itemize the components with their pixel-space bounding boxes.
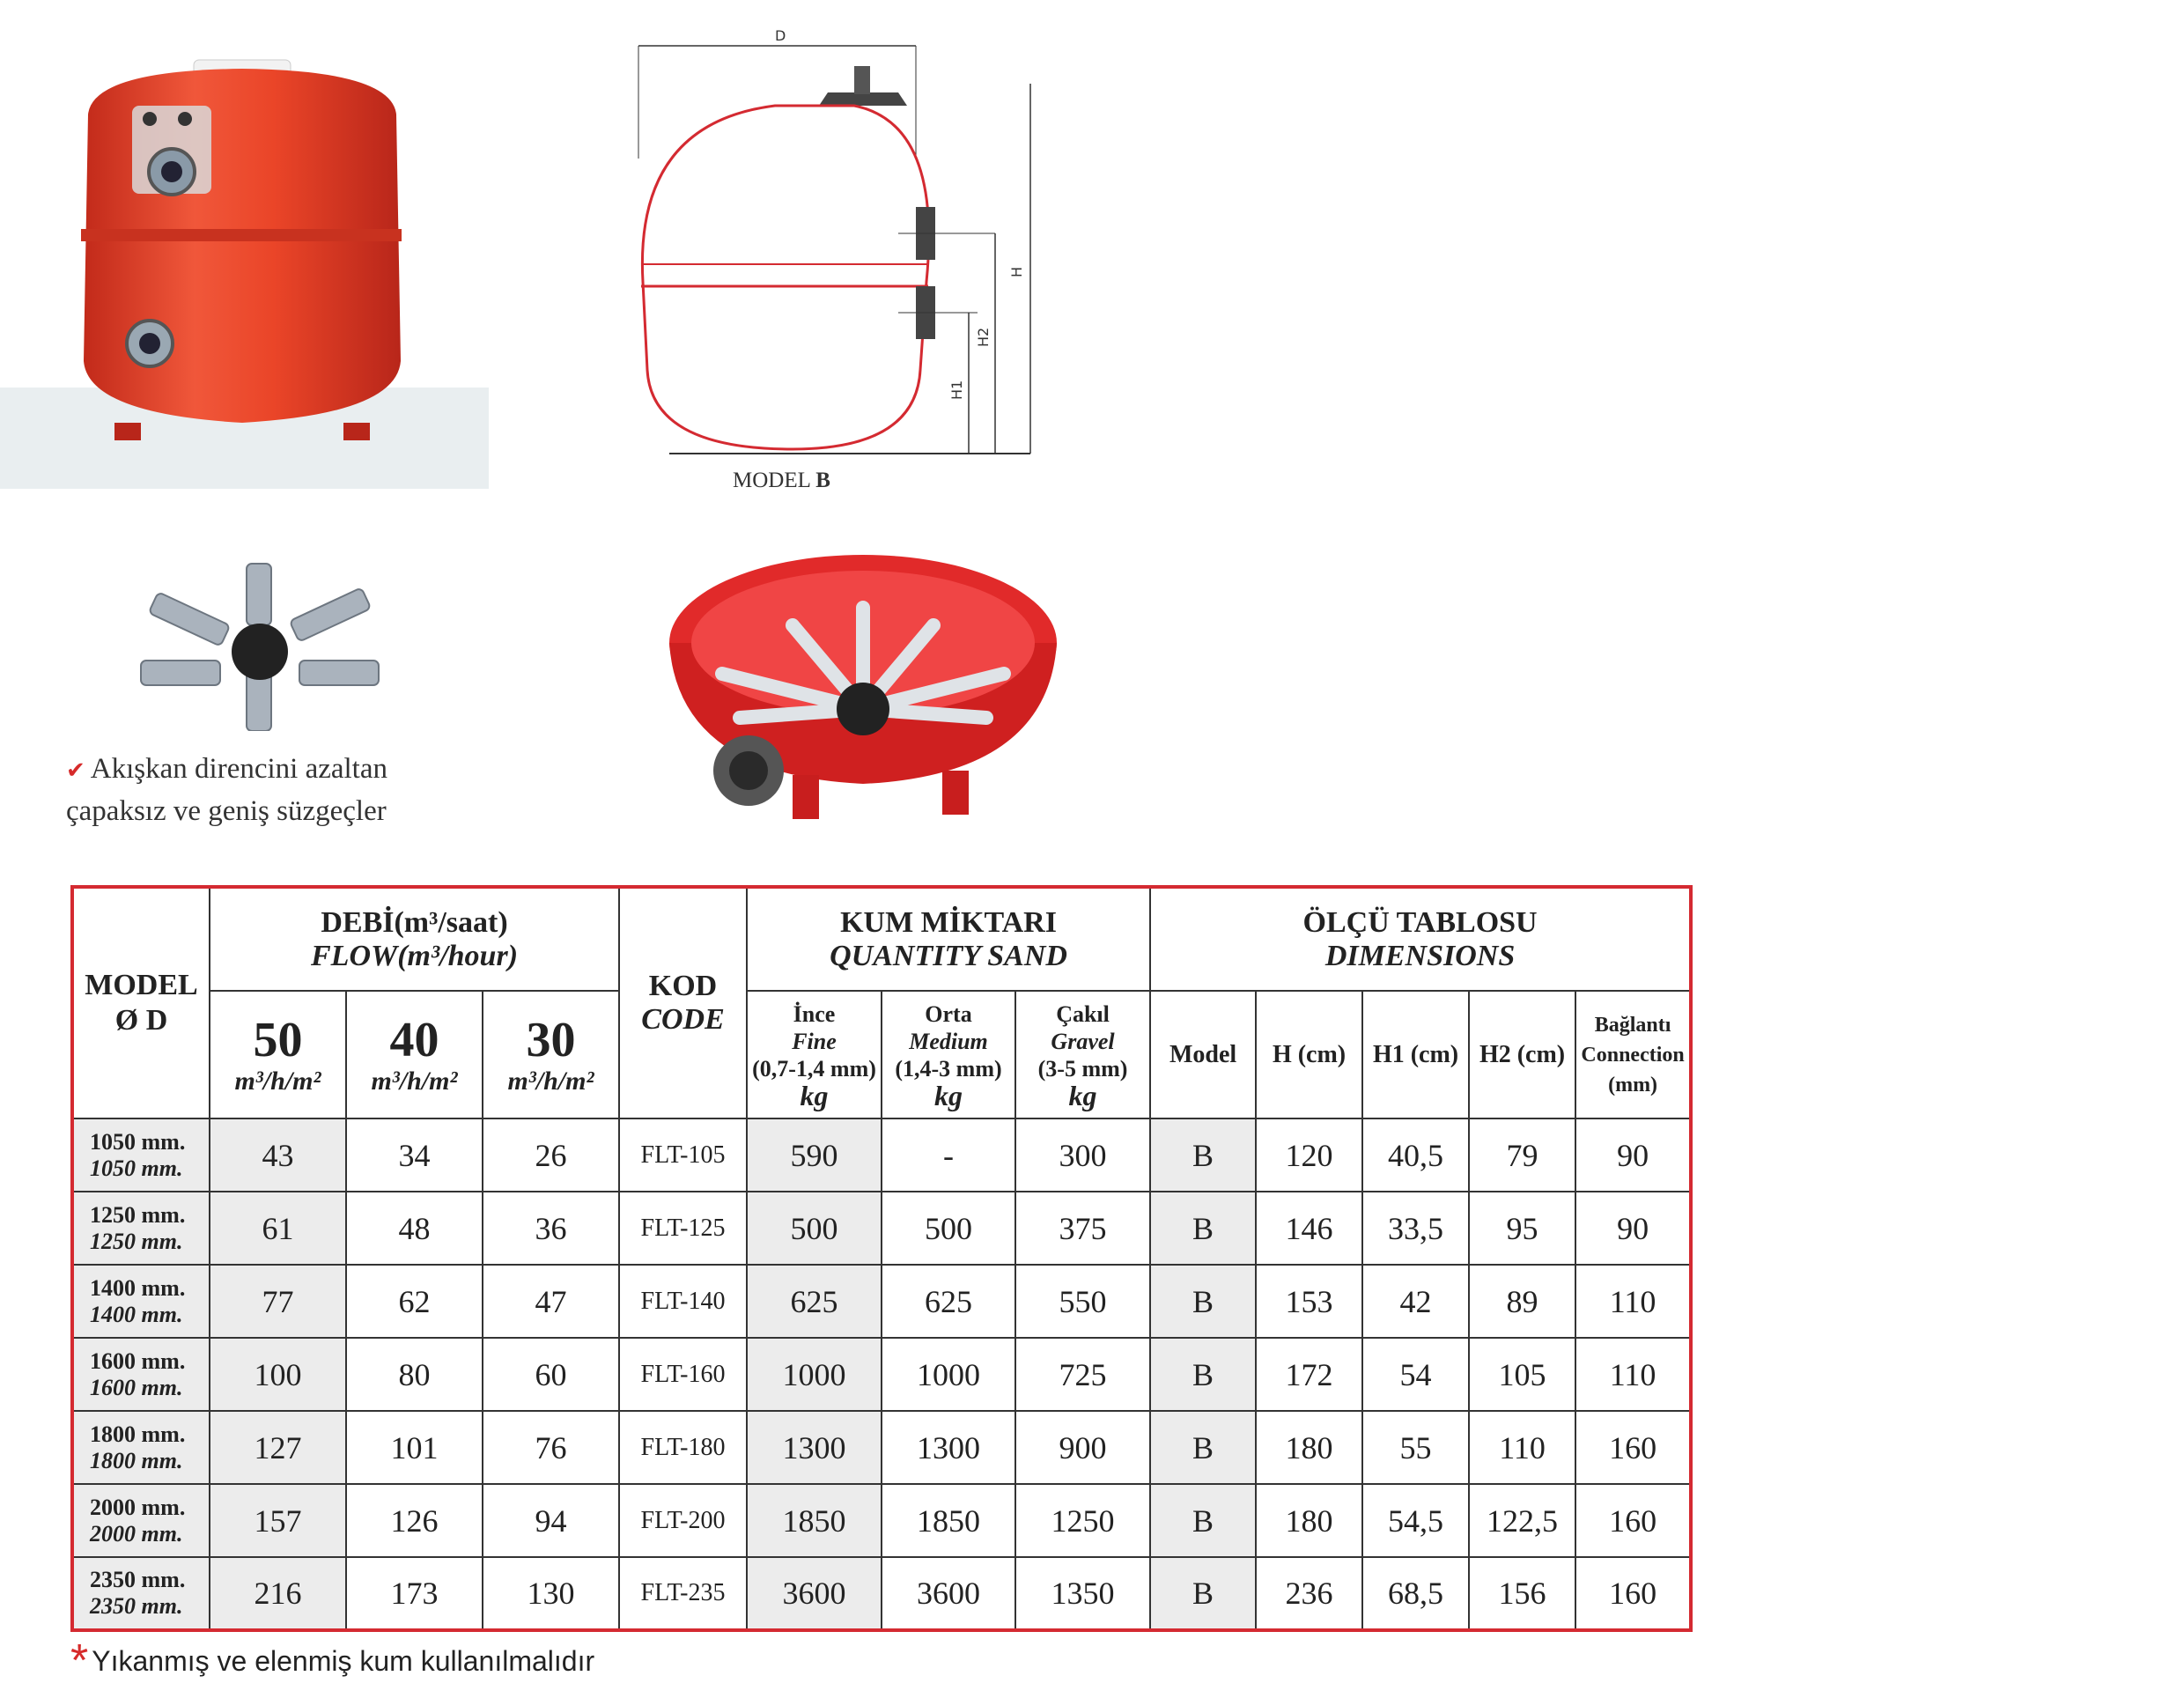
cell-f40: 48 [346,1192,483,1265]
cell-fine: 1000 [747,1338,882,1411]
cell-h2: 89 [1469,1265,1575,1338]
cell-h2: 79 [1469,1118,1575,1192]
cell-gravel: 375 [1015,1192,1150,1265]
row-model-label: 1250 mm. [90,1201,186,1228]
flow-col-value: 30 [526,1012,576,1067]
cell-code: FLT-125 [619,1192,747,1265]
cell-f50: 157 [210,1484,346,1557]
dim-col-h2: H2 (cm) [1469,991,1575,1118]
cell-h: 146 [1256,1192,1362,1265]
cell-conn: 90 [1575,1192,1691,1265]
cell-fine: 3600 [747,1557,882,1630]
cell-f40: 80 [346,1338,483,1411]
connection-header-en: Connection [1581,1043,1685,1067]
row-model-label: 1400 mm. [90,1274,186,1301]
cell-f30: 60 [483,1338,619,1411]
feature-line-1-text: Akışkan direncini azaltan [90,753,387,785]
cell-fine: 500 [747,1192,882,1265]
cell-h2: 156 [1469,1557,1575,1630]
cell-gravel: 550 [1015,1265,1150,1338]
cell-h: 180 [1256,1411,1362,1484]
row-model-diameter [72,1338,210,1411]
cell-f50: 127 [210,1411,346,1484]
flow-col-30 [483,991,619,1118]
row-model-label-italic: 1250 mm. [90,1228,183,1254]
cell-code: FLT-140 [619,1265,747,1338]
cell-medium: 500 [882,1192,1015,1265]
cell-code: FLT-200 [619,1484,747,1557]
sand-col-gravel [1015,991,1150,1118]
flow-col-unit: m³/h/m² [507,1066,594,1096]
footnote-text: Yıkanmış ve elenmiş kum kullanılmalıdır [92,1645,595,1677]
cell-h1: 68,5 [1362,1557,1469,1630]
dim-col-connection [1575,991,1691,1118]
cell-mtype: B [1150,1192,1256,1265]
sand-col-unit: kg [934,1079,963,1111]
flow-col-40 [346,991,483,1118]
cell-f30: 76 [483,1411,619,1484]
cell-mtype: B [1150,1484,1256,1557]
filter-tank-photo [62,53,414,440]
strainer-laterals-photo [123,555,405,731]
checkmark-icon: ✔ [66,757,85,784]
code-header-en: CODE [641,1003,725,1036]
table-row [72,1411,1691,1484]
cell-h1: 42 [1362,1265,1469,1338]
cell-f30: 47 [483,1265,619,1338]
sand-col-size: (0,7-1,4 mm) [752,1055,876,1082]
cell-f50: 216 [210,1557,346,1630]
cell-h1: 54,5 [1362,1484,1469,1557]
cell-conn: 160 [1575,1411,1691,1484]
row-model-diameter [72,1192,210,1265]
row-model-diameter [72,1265,210,1338]
sand-col-medium [882,991,1015,1118]
cell-code: FLT-180 [619,1411,747,1484]
cell-code: FLT-105 [619,1118,747,1192]
table-row [72,1557,1691,1630]
table-row [72,1265,1691,1338]
row-model-diameter [72,1557,210,1630]
row-model-label: 2350 mm. [90,1567,186,1592]
row-model-label-italic: 1600 mm. [90,1374,183,1400]
filter-bottom-bowl-photo [660,546,1066,828]
cell-code: FLT-235 [619,1557,747,1630]
row-model-diameter [72,1411,210,1484]
table-row [72,1338,1691,1411]
cell-medium: 1850 [882,1484,1015,1557]
diagram-caption-model: B [815,469,830,492]
specification-rows [72,1118,1691,1630]
sand-header-en: QUANTITY SAND [830,939,1067,972]
sand-header [747,887,1150,991]
connection-header-tr: Bağlantı [1594,1013,1671,1037]
dimensions-header [1150,887,1691,991]
sand-col-en: Gravel [1051,1028,1115,1054]
table-row [72,1484,1691,1557]
cell-f30: 94 [483,1484,619,1557]
cell-h1: 54 [1362,1338,1469,1411]
model-diameter-header [72,887,210,1118]
dim-col-model: Model [1150,991,1256,1118]
flow-col-value: 50 [253,1012,303,1067]
row-model-label-italic: 1800 mm. [90,1447,183,1473]
cell-mtype: B [1150,1265,1256,1338]
dim-col-h1: H1 (cm) [1362,991,1469,1118]
cell-gravel: 1250 [1015,1484,1150,1557]
flow-header-tr: DEBİ(m³/saat) [321,905,508,939]
flow-header-en: FLOW(m³/hour) [311,939,519,972]
row-model-diameter [72,1118,210,1192]
row-model-label: 1800 mm. [90,1421,186,1447]
row-model-label-italic: 1400 mm. [90,1301,183,1327]
cell-h1: 33,5 [1362,1192,1469,1265]
cell-mtype: B [1150,1557,1256,1630]
diagram-caption [733,469,830,493]
cell-h: 172 [1256,1338,1362,1411]
dimensions-header-tr: ÖLÇÜ TABLOSU [1302,905,1538,939]
asterisk-icon: * [70,1635,89,1687]
cell-h: 180 [1256,1484,1362,1557]
cell-fine: 590 [747,1118,882,1192]
cell-fine: 1300 [747,1411,882,1484]
row-model-label-italic: 2350 mm. [90,1593,183,1619]
cell-f50: 100 [210,1338,346,1411]
cell-h2: 122,5 [1469,1484,1575,1557]
cell-h1: 55 [1362,1411,1469,1484]
row-model-label: 1600 mm. [90,1347,186,1374]
model-header-line-2: Ø D [114,1004,168,1037]
cell-gravel: 1350 [1015,1557,1150,1630]
flow-col-unit: m³/h/m² [234,1066,321,1096]
cell-h1: 40,5 [1362,1118,1469,1192]
sand-col-unit: kg [1068,1079,1097,1111]
flow-col-50 [210,991,346,1118]
code-header [619,887,747,1118]
cell-fine: 1850 [747,1484,882,1557]
sand-col-unit: kg [800,1079,829,1111]
row-model-label-italic: 2000 mm. [90,1520,183,1547]
sand-col-en: Medium [909,1028,988,1054]
row-model-diameter [72,1484,210,1557]
feature-note [66,749,387,831]
cell-h: 236 [1256,1557,1362,1630]
connection-header-unit: (mm) [1608,1073,1658,1096]
dim-col-h: H (cm) [1256,991,1362,1118]
dim-label-h: H [1008,266,1025,277]
cell-medium: - [882,1118,1015,1192]
dim-label-h2: H2 [975,327,992,347]
model-b-technical-drawing [616,26,1057,467]
cell-h: 120 [1256,1118,1362,1192]
diagram-caption-prefix: MODEL [733,469,810,492]
flow-col-unit: m³/h/m² [371,1066,458,1096]
cell-gravel: 300 [1015,1118,1150,1192]
sand-col-size: (1,4-3 mm) [895,1055,1002,1082]
cell-f50: 61 [210,1192,346,1265]
flow-col-value: 40 [389,1012,439,1067]
specification-table [70,885,1693,1632]
cell-f40: 34 [346,1118,483,1192]
cell-f40: 173 [346,1557,483,1630]
cell-conn: 110 [1575,1338,1691,1411]
cell-f40: 101 [346,1411,483,1484]
cell-code: FLT-160 [619,1338,747,1411]
sand-header-tr: KUM MİKTARI [840,905,1057,939]
dim-label-h1: H1 [948,380,965,400]
sand-col-tr: Orta [925,1000,972,1027]
row-model-label: 1050 mm. [90,1128,186,1155]
cell-medium: 1300 [882,1411,1015,1484]
cell-conn: 110 [1575,1265,1691,1338]
sand-col-en: Fine [792,1028,837,1054]
cell-f30: 36 [483,1192,619,1265]
cell-f30: 26 [483,1118,619,1192]
cell-gravel: 900 [1015,1411,1150,1484]
cell-h2: 105 [1469,1338,1575,1411]
row-model-label-italic: 1050 mm. [90,1155,183,1181]
cell-conn: 90 [1575,1118,1691,1192]
cell-fine: 625 [747,1265,882,1338]
row-model-label: 2000 mm. [90,1494,186,1520]
cell-f40: 62 [346,1265,483,1338]
cell-mtype: B [1150,1338,1256,1411]
cell-medium: 625 [882,1265,1015,1338]
cell-conn: 160 [1575,1484,1691,1557]
cell-f30: 130 [483,1557,619,1630]
cell-f40: 126 [346,1484,483,1557]
cell-medium: 3600 [882,1557,1015,1630]
table-row [72,1192,1691,1265]
feature-line-2: çapaksız ve geniş süzgeçler [66,795,387,827]
footnote [70,1629,595,1687]
dimensions-header-en: DIMENSIONS [1324,939,1516,972]
cell-f50: 43 [210,1118,346,1192]
cell-mtype: B [1150,1411,1256,1484]
feature-line-1 [66,749,387,791]
dim-label-d: D [775,27,786,44]
cell-medium: 1000 [882,1338,1015,1411]
cell-h2: 95 [1469,1192,1575,1265]
cell-gravel: 725 [1015,1338,1150,1411]
code-header-tr: KOD [648,970,718,1002]
cell-h2: 110 [1469,1411,1575,1484]
cell-conn: 160 [1575,1557,1691,1630]
sand-col-tr: Çakıl [1056,1000,1110,1027]
model-header-line-1: MODEL [85,969,198,1001]
sand-col-fine [747,991,882,1118]
sand-col-size: (3-5 mm) [1037,1055,1128,1082]
sand-col-tr: İnce [793,1000,836,1027]
cell-mtype: B [1150,1118,1256,1192]
flow-header [210,887,619,991]
cell-f50: 77 [210,1265,346,1338]
cell-h: 153 [1256,1265,1362,1338]
table-row [72,1118,1691,1192]
